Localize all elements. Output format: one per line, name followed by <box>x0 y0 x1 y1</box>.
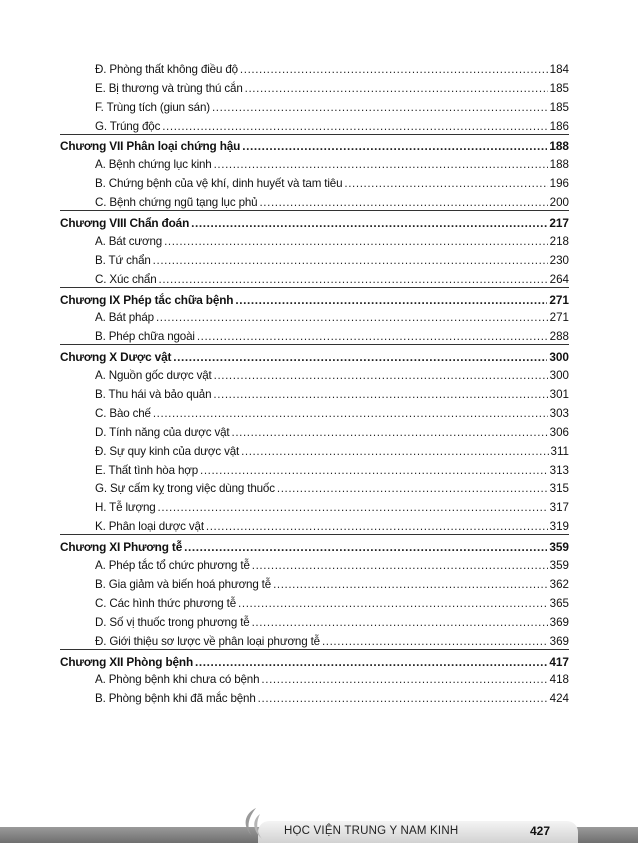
toc-entry-page: 362 <box>549 577 569 591</box>
page-footer <box>0 800 638 843</box>
toc-entry-page: 188 <box>549 158 569 172</box>
toc-dot-leader <box>162 120 547 134</box>
toc-dot-leader <box>164 235 548 249</box>
toc-entry-page: 365 <box>549 596 569 610</box>
toc-entry-title: C. Bào chế <box>95 406 151 420</box>
toc-entry-row <box>60 191 569 210</box>
toc-entry-title: A. Nguồn gốc dược vật <box>95 369 212 383</box>
toc-dot-leader <box>214 369 548 383</box>
toc-entry-title: B. Phép chữa ngoài <box>95 330 195 344</box>
toc-entry-row <box>60 515 569 534</box>
toc-entry-title: B. Thu hái và bảo quản <box>95 388 212 402</box>
toc-dot-leader <box>191 216 547 230</box>
toc-chapter-row <box>60 287 569 307</box>
toc-entry-row <box>60 687 569 706</box>
toc-entry-page: 418 <box>549 673 569 687</box>
toc-dot-leader <box>277 482 548 496</box>
toc-entry-title: A. Phòng bệnh khi chưa có bệnh <box>95 673 260 687</box>
toc-dot-leader <box>235 293 547 307</box>
toc-entry-title: E. Thất tình hòa hợp <box>95 463 199 477</box>
toc-dot-leader <box>159 273 548 287</box>
toc-entry-title: K. Phân loại dược vật <box>95 520 204 534</box>
toc-entry-row <box>60 268 569 287</box>
toc-entry-page: 288 <box>549 330 569 344</box>
toc-dot-leader <box>245 82 548 96</box>
toc-entry-title: D. Tính năng của dược vật <box>95 425 230 439</box>
toc-entry-row <box>60 554 569 573</box>
toc-entry-row <box>60 630 569 649</box>
toc-entry-title: F. Trùng tích (giun sán) <box>95 100 210 114</box>
toc-entry-page: 271 <box>549 311 569 325</box>
toc-dot-leader <box>173 350 547 364</box>
toc-entry-row <box>60 153 569 172</box>
toc-entry-row <box>60 230 569 249</box>
toc-dot-leader <box>158 501 548 515</box>
toc-entry-title: Chương X Dược vật <box>60 350 172 365</box>
toc-entry-page: 306 <box>549 425 569 439</box>
toc-entry-title: Chương IX Phép tắc chữa bệnh <box>60 292 234 307</box>
toc-entry-row <box>60 325 569 344</box>
toc-entry-page: 311 <box>550 444 569 458</box>
toc-dot-leader <box>212 101 548 115</box>
toc-entry-page: 300 <box>549 350 569 365</box>
toc-dot-leader <box>252 559 548 573</box>
toc-entry-title: C. Xúc chẩn <box>95 272 157 286</box>
toc-entry-title: A. Bát pháp <box>95 311 154 325</box>
toc-entry-row <box>60 478 569 497</box>
toc-dot-leader <box>197 330 548 344</box>
toc-entry-page: 188 <box>549 139 569 154</box>
toc-entry-title: B. Phòng bệnh khi đã mắc bệnh <box>95 692 256 706</box>
toc-dot-leader <box>200 464 548 478</box>
toc-entry-page: 200 <box>549 196 569 210</box>
toc-dot-leader <box>214 158 548 172</box>
toc-entry-row <box>60 669 569 688</box>
toc-entry-title: Chương XII Phòng bệnh <box>60 654 194 669</box>
toc-entry-page: 264 <box>549 272 569 286</box>
toc-entry-title: Chương XI Phương tễ <box>60 540 183 555</box>
toc-entry-page: 317 <box>549 501 569 515</box>
toc-dot-leader <box>195 655 547 669</box>
toc-dot-leader <box>238 597 548 611</box>
toc-entry-row <box>60 115 569 134</box>
toc-entry-title: Chương VII Phân loại chứng hậu <box>60 139 241 154</box>
toc-entry-row <box>60 402 569 421</box>
toc-entry-row <box>60 77 569 96</box>
toc-entry-page: 300 <box>549 369 569 383</box>
toc-entry-page: 315 <box>549 482 569 496</box>
toc-entry-title: B. Tứ chẩn <box>95 253 151 267</box>
toc-entry-page: 301 <box>549 388 569 402</box>
toc-entry-page: 186 <box>549 119 569 133</box>
toc-entry-page: 230 <box>549 253 569 267</box>
toc-entry-row <box>60 496 569 515</box>
toc-chapter-row <box>60 344 569 364</box>
toc-dot-leader <box>153 407 548 421</box>
toc-entry-page: 218 <box>549 234 569 248</box>
toc-entry-page: 217 <box>549 216 569 231</box>
toc-entry-page: 369 <box>549 615 569 629</box>
toc-entry-title: Chương VIII Chẩn đoán <box>60 216 190 231</box>
toc-entry-title: B. Gia giảm và biến hoá phương tễ <box>95 577 272 591</box>
toc-entry-row <box>60 421 569 440</box>
toc-entry-row <box>60 592 569 611</box>
toc-entry-row <box>60 611 569 630</box>
toc-dot-leader <box>258 692 548 706</box>
toc-dot-leader <box>241 445 548 459</box>
table-of-contents <box>60 58 569 706</box>
toc-dot-leader <box>322 635 548 649</box>
toc-dot-leader <box>184 540 547 554</box>
toc-chapter-row <box>60 210 569 230</box>
toc-entry-row <box>60 307 569 326</box>
toc-entry-title: Đ. Giới thiệu sơ lược về phân loại phương tễ <box>95 634 320 648</box>
toc-entry-row <box>60 573 569 592</box>
toc-dot-leader <box>156 311 548 325</box>
toc-entry-page: 424 <box>549 692 569 706</box>
toc-dot-leader <box>206 520 548 534</box>
toc-dot-leader <box>213 388 547 402</box>
toc-entry-title: Đ. Sự quy kinh của dược vật <box>95 444 240 458</box>
toc-chapter-row <box>60 134 569 154</box>
page-number: 427 <box>530 824 551 838</box>
toc-dot-leader <box>252 616 548 630</box>
swirl-logo-icon <box>238 806 268 842</box>
toc-entry-row <box>60 249 569 268</box>
toc-entry-title: G. Trúng độc <box>95 119 161 133</box>
toc-entry-page: 359 <box>549 540 569 555</box>
toc-entry-page: 359 <box>549 559 569 573</box>
toc-entry-title: C. Các hình thức phương tễ <box>95 596 237 610</box>
toc-entry-page: 196 <box>549 177 569 191</box>
toc-entry-page: 185 <box>549 100 569 114</box>
toc-entry-title: A. Bệnh chứng lục kinh <box>95 158 212 172</box>
toc-dot-leader <box>344 177 547 191</box>
toc-dot-leader <box>273 578 548 592</box>
toc-chapter-row <box>60 649 569 669</box>
toc-chapter-row <box>60 534 569 554</box>
toc-entry-row <box>60 383 569 402</box>
toc-entry-title: Đ. Phòng thất không điều độ <box>95 62 238 76</box>
toc-entry-row <box>60 440 569 459</box>
toc-dot-leader <box>153 254 548 268</box>
toc-entry-row <box>60 96 569 115</box>
toc-dot-leader <box>232 426 548 440</box>
toc-dot-leader <box>259 196 547 210</box>
toc-entry-row <box>60 364 569 383</box>
toc-entry-title: B. Chứng bệnh của vệ khí, dinh huyết và tam tiêu <box>95 177 343 191</box>
toc-entry-page: 303 <box>549 406 569 420</box>
toc-entry-title: D. Số vị thuốc trong phương tễ <box>95 615 250 629</box>
toc-entry-title: E. Bị thương và trùng thú cắn <box>95 81 243 95</box>
toc-entry-title: A. Bát cương <box>95 234 163 248</box>
footer-title: HỌC VIỆN TRUNG Y NAM KINH <box>284 825 459 837</box>
toc-dot-leader <box>261 673 547 687</box>
toc-entry-page: 271 <box>549 292 569 307</box>
toc-entry-title: G. Sự cấm kỵ trong việc dùng thuốc <box>95 482 275 496</box>
toc-entry-page: 313 <box>549 463 569 477</box>
toc-entry-page: 369 <box>549 634 569 648</box>
toc-entry-page: 185 <box>549 81 569 95</box>
toc-entry-row <box>60 58 569 77</box>
toc-entry-page: 319 <box>549 520 569 534</box>
toc-entry-title: C. Bệnh chứng ngũ tạng lục phủ <box>95 196 258 210</box>
toc-dot-leader <box>242 139 547 153</box>
toc-entry-page: 417 <box>549 654 569 669</box>
toc-entry-title: H. Tễ lượng <box>95 501 156 515</box>
toc-entry-title: A. Phép tắc tổ chức phương tễ <box>95 559 250 573</box>
toc-dot-leader <box>240 63 548 77</box>
toc-entry-page: 184 <box>549 62 569 76</box>
toc-entry-row <box>60 172 569 191</box>
toc-entry-row <box>60 459 569 478</box>
